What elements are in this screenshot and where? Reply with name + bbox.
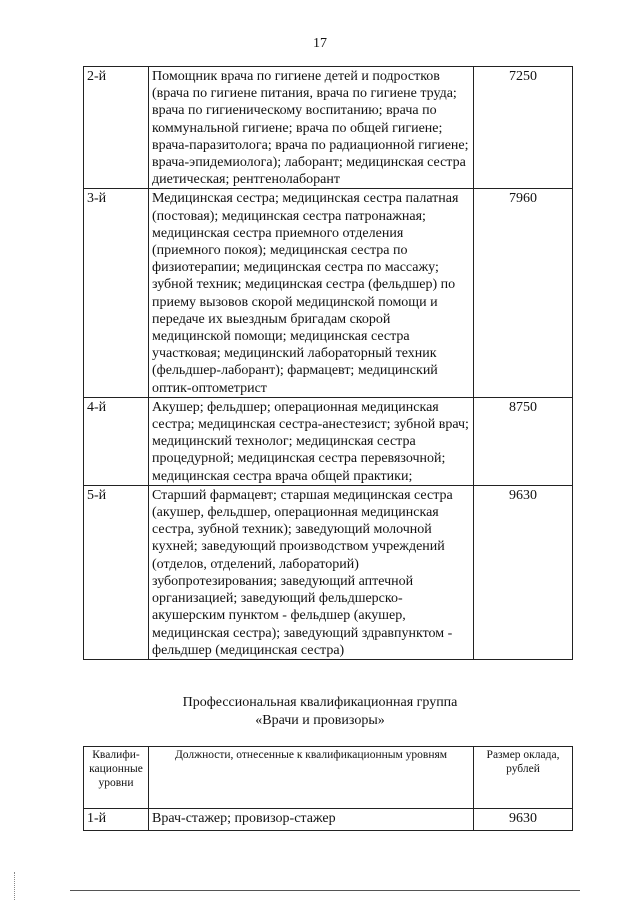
- level-cell: 5-й: [84, 485, 149, 659]
- table-row: [84, 485, 573, 659]
- table-row: [84, 809, 573, 831]
- positions-cell: Врач-стажер; провизор-стажер: [149, 809, 474, 831]
- page-number: 17: [313, 36, 327, 51]
- header-salary: Размер оклада, рублей: [474, 747, 573, 809]
- positions-cell: Старший фармацевт; старшая медицинская сестра (акушер, фельдшер, операционная медицинская сестра, зубной техник); заведующий молочной кухней; заведующий производством учреждений (отделов, отделений, лабораторий) зубопротезирования; заведующий аптечной организацией; заведующий фельдшерско-акушерским пунктом - фельдшер (акушер, медицинская сестра); заведующий здравпунктом - фельдшер (медицинская сестра): [149, 485, 474, 659]
- positions-cell: Помощник врача по гигиене детей и подростков (врача по гигиене питания, врача по гигиене труда; врача по гигиеническому воспитанию; врача по коммунальной гигиене; врача по общей гигиене; врача-паразитолога; врача по радиационной гигиене; врача-эпидемиолога); лаборант; медицинская сестра диетическая; рентгенолаборант: [149, 67, 474, 189]
- level-cell: 4-й: [84, 397, 149, 485]
- salary-cell: 8750: [474, 397, 573, 485]
- salary-cell: 9630: [474, 809, 573, 831]
- qualification-table-doctors: [83, 746, 573, 831]
- salary-cell: 9630: [474, 485, 573, 659]
- header-level: Квалифи-кационные уровни: [84, 747, 149, 809]
- salary-cell: 7250: [474, 67, 573, 189]
- positions-cell: Акушер; фельдшер; операционная медицинская сестра; медицинская сестра-анестезист; зубной врач; медицинский технолог; медицинская сестра процедурной; медицинская сестра перевязочной; медицинская сестра врача общей практики;: [149, 397, 474, 485]
- section-heading: [0, 694, 640, 730]
- level-cell: 2-й: [84, 67, 149, 189]
- level-cell: 1-й: [84, 809, 149, 831]
- table-row: [84, 189, 573, 397]
- table-header-row: [84, 747, 573, 809]
- qualification-table-upper: [83, 66, 573, 660]
- section-heading-line1: Профессиональная квалификационная группа: [182, 695, 458, 710]
- table-row: [84, 67, 573, 189]
- scan-bottom-line: [70, 890, 580, 891]
- salary-cell: 7960: [474, 189, 573, 397]
- scan-margin-mark: [14, 872, 17, 900]
- positions-cell: Медицинская сестра; медицинская сестра палатная (постовая); медицинская сестра патронажная; медицинская сестра приемного отделения (приемного покоя); медицинская сестра по физиотерапии; медицинская сестра по массажу; зубной техник; медицинская сестра (фельдшер) по приему вызовов скорой медицинской помощи и передаче их выездным бригадам скорой медицинской помощи; медицинская сестра участковая; медицинский лабораторный техник (фельдшер-лаборант); фармацевт; медицинский оптик-оптометрист: [149, 189, 474, 397]
- header-positions: Должности, отнесенные к квалификационным уровням: [149, 747, 474, 809]
- table-row: [84, 397, 573, 485]
- level-cell: 3-й: [84, 189, 149, 397]
- section-heading-line2: «Врачи и провизоры»: [255, 713, 385, 728]
